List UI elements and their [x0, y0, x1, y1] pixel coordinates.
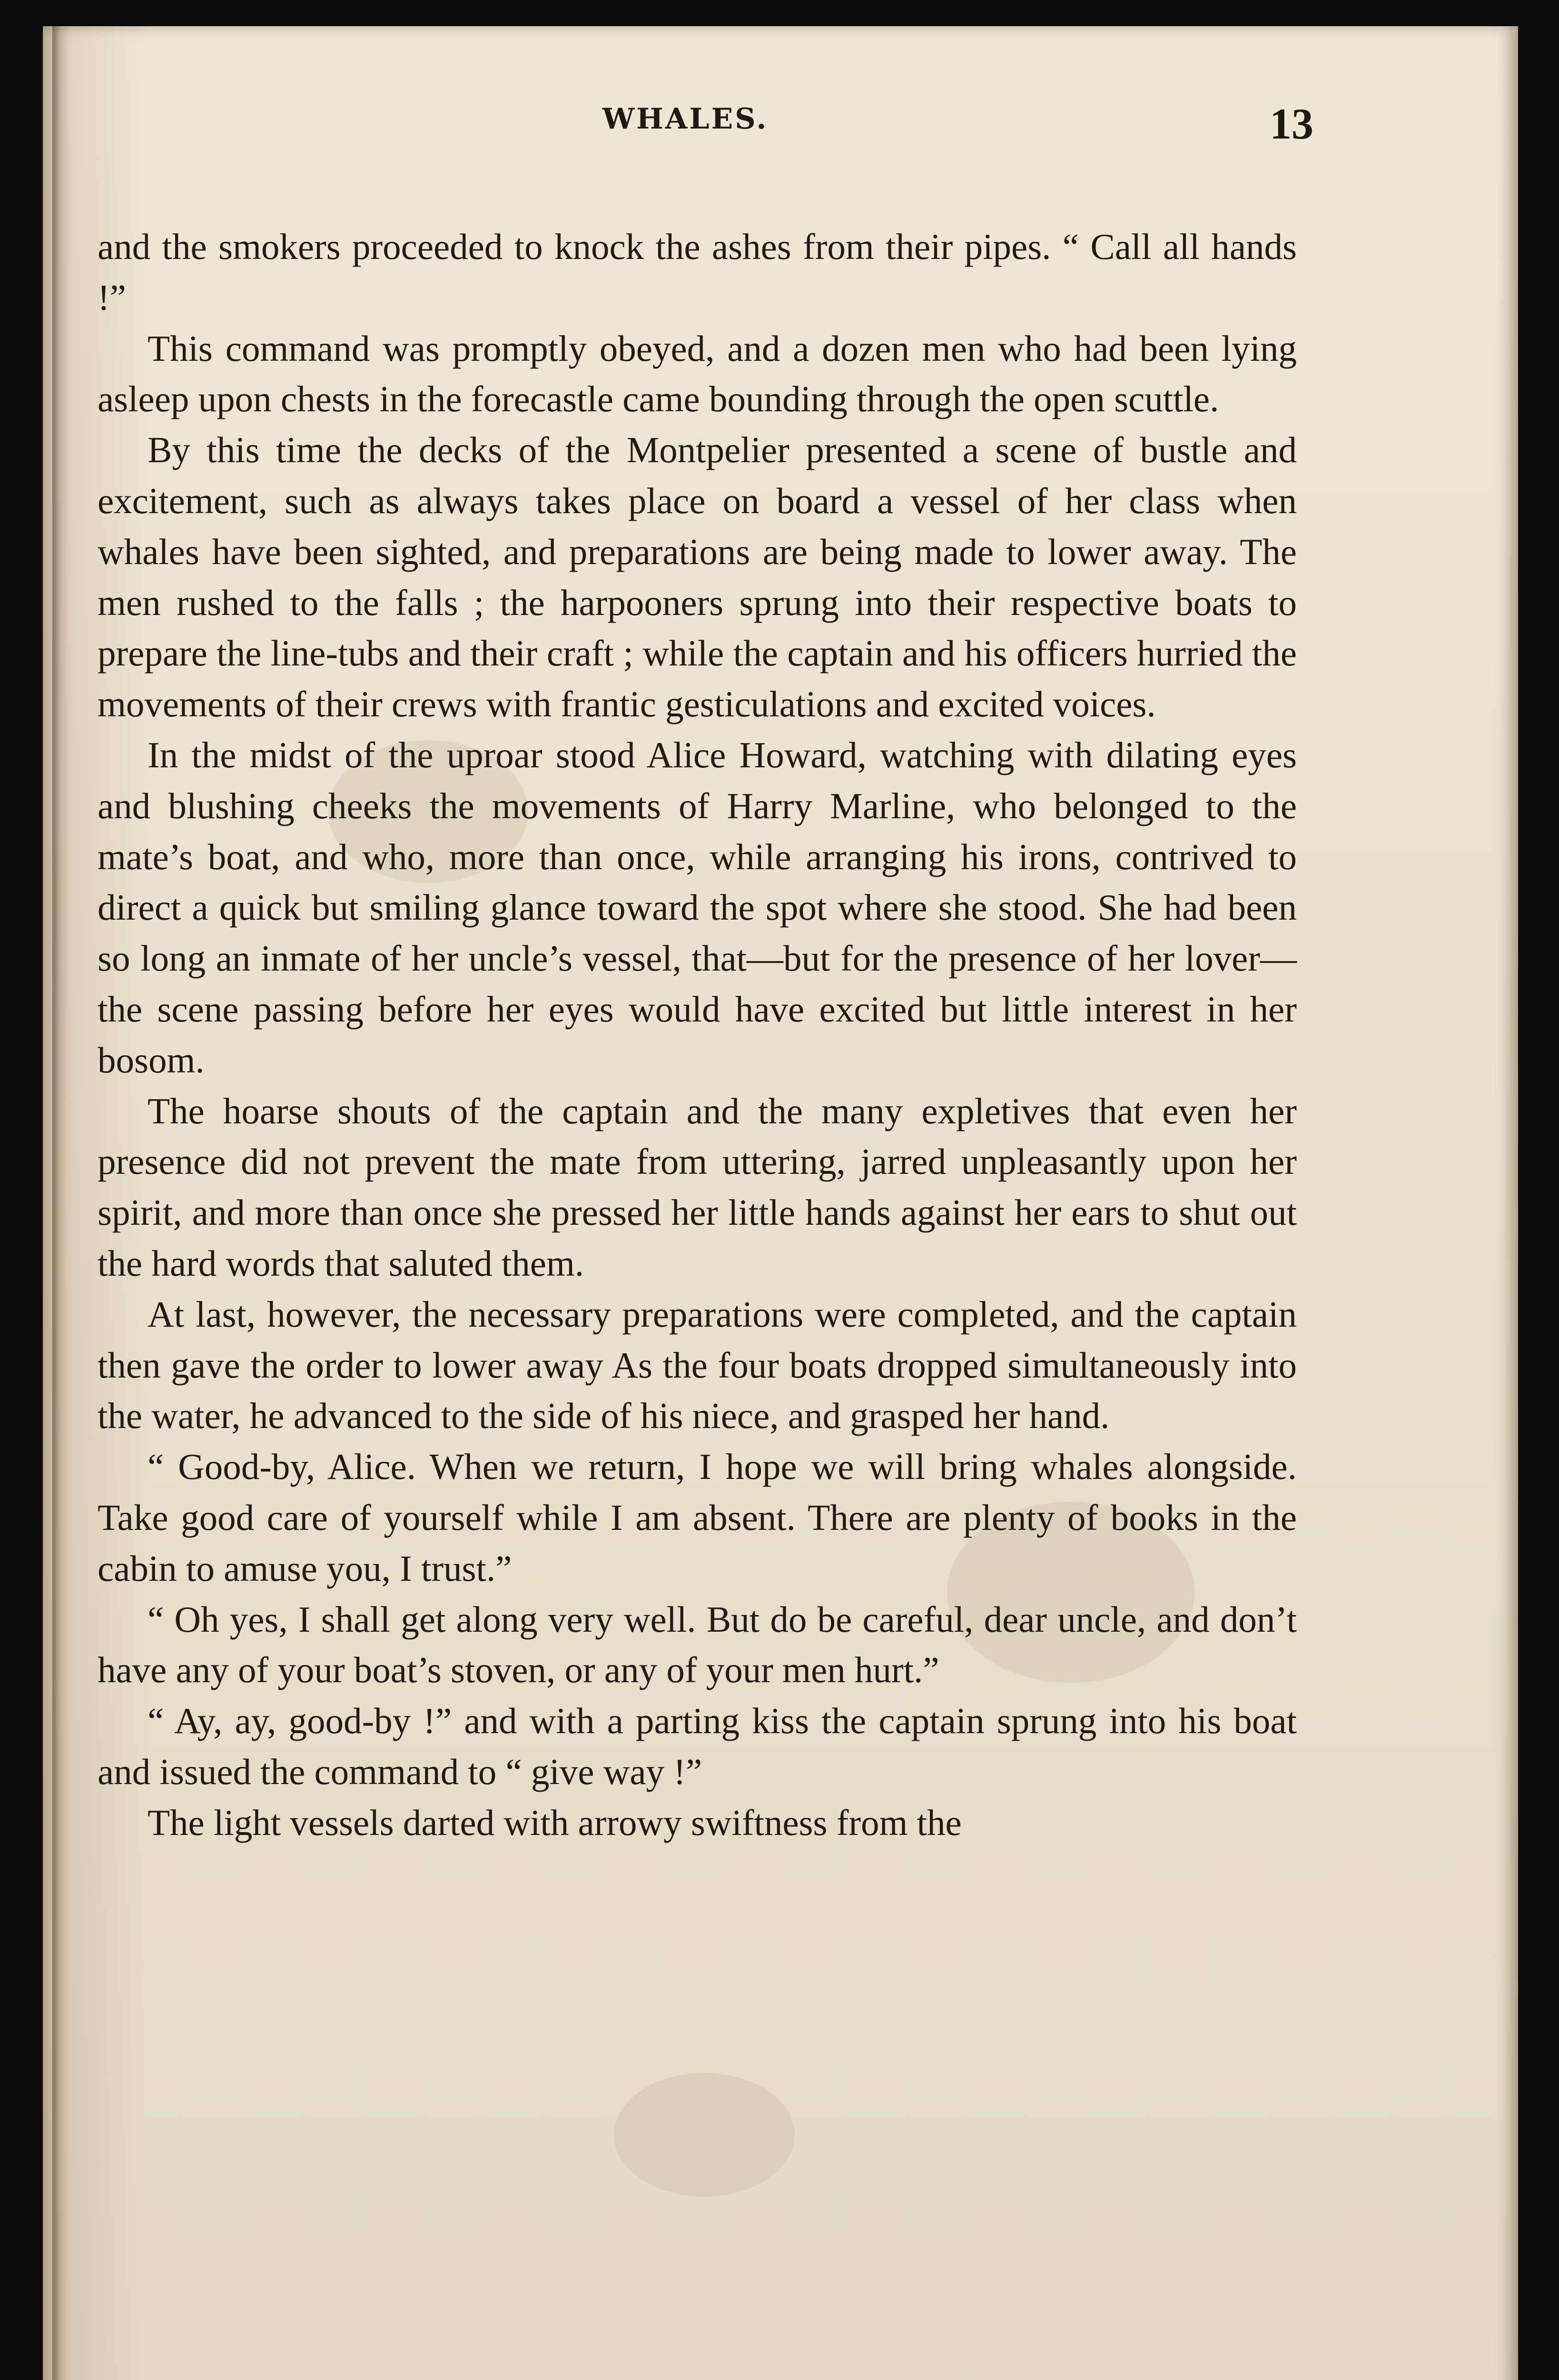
running-head: WHALES.	[602, 102, 769, 136]
paragraph: At last, however, the necessary preparations were completed, and the captain then gave the order to lower away As the four boats dropped simultaneously into the water, he advanced to the side of his niece, and grasped her hand.	[98, 1293, 1297, 1437]
paragraph: The light vessels darted with arrowy swiftness from the	[148, 1802, 962, 1843]
paragraph: and the smokers proceeded to knock the ashes from their pipes. “ Call all hands !”	[98, 226, 1297, 318]
paragraph: “ Good-by, Alice. When we return, I hope we will bring whales alongside. Take good care of yourself while I am absent. There are plenty of books in the cabin to amuse you, I trust.”	[98, 1446, 1297, 1589]
page-header	[57, 99, 1313, 155]
body-text	[98, 221, 1297, 1848]
paragraph: By this time the decks of the Montpelier presented a scene of bustle and excitement, such as always takes place on board a vessel of her class when whales have been sighted, and preparations are being made to lower away. The men rushed to the falls ; the harpooners sprung into their respective boats to prepare the line-tubs and their craft ; while the captain and his officers hurried the movements of their crews with frantic gesticulations and excited voices.	[98, 429, 1297, 725]
paper-stain	[614, 2073, 795, 2197]
paragraph: “ Oh yes, I shall get along very well. But do be careful, dear uncle, and don’t have any of your boat’s stoven, or any of your men hurt.”	[98, 1598, 1297, 1691]
page-number: 13	[1270, 99, 1313, 148]
page-gutter	[52, 26, 69, 2380]
paragraph: “ Ay, ay, good-by !” and with a parting kiss the captain sprung into his boat and issued the command to “ give way !”	[98, 1700, 1297, 1792]
paragraph: The hoarse shouts of the captain and the many expletives that even her presence did not prevent the mate from uttering, jarred unpleasantly upon her spirit, and more than once she pressed her little hands against her ears to shut out the hard words that saluted them.	[98, 1090, 1297, 1284]
paragraph: This command was promptly obeyed, and a dozen men who had been lying asleep upon chests in the forecastle came bounding through the open scuttle.	[98, 327, 1297, 420]
paragraph: In the midst of the uproar stood Alice Howard, watching with dilating eyes and blushing cheeks the movements of Harry Marline, who belonged to the mate’s boat, and who, more than once, while arranging his irons, contrived to direct a quick but smiling glance toward the spot where she stood. She had been so long an inmate of her uncle’s vessel, that—but for the presence of her lover—the scene passing before her eyes would have excited but little interest in her bosom.	[98, 734, 1297, 1081]
